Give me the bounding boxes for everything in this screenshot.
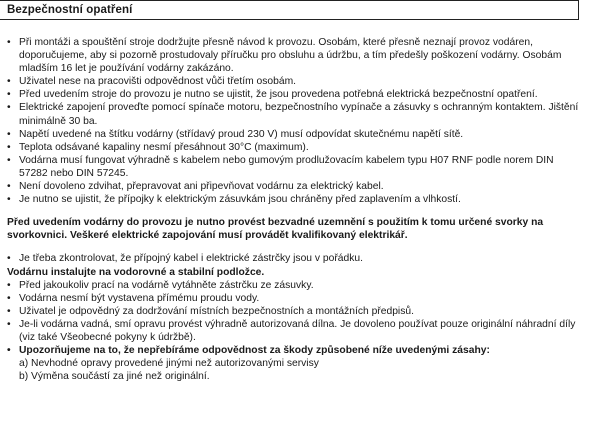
section-title: Bezpečnostní opatření: [7, 4, 133, 16]
install-heading: Vodárnu instalujte na vodorovné a stabilní podložce.: [7, 266, 265, 278]
list-item: • Uživatel nese na pracovišti odpovědnost vůči třetím osobám.: [7, 75, 579, 88]
list-item: • Elektrické zapojení proveďte pomocí spínače motoru, bezpečnostního vypínače a zásuvky s ochranným kontaktem. Jištění minimálně 30 ba.: [7, 101, 579, 127]
list-item: • Teplota odsávané kapaliny nesmí přesáhnout 30°C (maximum).: [7, 141, 579, 154]
list-item: • Není dovoleno zdvihat, přepravovat ani připevňovat vodárnu za elektrický kabel.: [7, 180, 579, 193]
safety-list-3: [7, 279, 579, 384]
warning-subitem: b) Výměna součástí za jiné než originální.: [19, 371, 210, 383]
list-item: • Je třeba zkontrolovat, že přípojný kabel i elektrické zástrčky jsou v pořádku.: [7, 252, 579, 265]
list-item: • Před jakoukoliv prací na vodárně vytáhněte zástrčku ze zásuvky.: [7, 279, 579, 292]
section-header: [0, 0, 579, 20]
grounding-paragraph: Před uvedením vodárny do provozu je nutno provést bezvadné uzemnění s použitím k tomu určené svorky na svorkovnici. Veškeré elektrické zapojování musí provádět kvalifikovaný elektrikář.: [7, 217, 544, 242]
safety-list-1: [7, 36, 579, 206]
document-body: [7, 36, 579, 383]
list-item: • Je-li vodárna vadná, smí opravu provést výhradně autorizovaná dílna. Je dovoleno používat pouze originální náhradní díly (viz také Všeobecné pokyny k údržbě).: [7, 318, 579, 344]
list-item: • Vodárna nesmí být vystavena přímému proudu vody.: [7, 292, 579, 305]
list-item: • Je nutno se ujistit, že přípojky k elektrickým zásuvkám jsou chráněny před zaplavením a vlhkostí.: [7, 193, 579, 206]
list-item: • Před uvedením stroje do provozu je nutno se ujistit, že jsou provedena potřebná elektrická bezpečnostní opatření.: [7, 88, 579, 101]
safety-list-2: [7, 252, 579, 265]
list-item: • Při montáži a spouštění stroje dodržujte přesně návod k provozu. Osobám, které přesně neznají provoz vodáren, doporučujeme, aby si pozorně prostudovaly příručku pro obsluhu a údržbu, a tím předešly poškození vodárny. Osobám mladším 16 let je používání vodárny zakázáno.: [7, 36, 579, 75]
warning-item: • Upozorňujeme na to, že nepřebíráme odpovědnost za škody způsobené níže uvedenými zásahy:: [7, 344, 579, 357]
list-item: • Uživatel je odpovědný za dodržování místních bezpečnostních a montážních předpisů.: [7, 305, 579, 318]
list-item: • Napětí uvedené na štítku vodárny (střídavý proud 230 V) musí odpovídat skutečnému napětí sítě.: [7, 128, 579, 141]
warning-sublist: [7, 357, 579, 383]
list-item: • Vodárna musí fungovat výhradně s kabelem nebo gumovým prodlužovacím kabelem typu H07 RNF podle norem DIN 57282 nebo DIN 57245.: [7, 154, 579, 180]
warning-subitem: a) Nevhodné opravy provedené jinými než autorizovanými servisy: [19, 358, 319, 370]
